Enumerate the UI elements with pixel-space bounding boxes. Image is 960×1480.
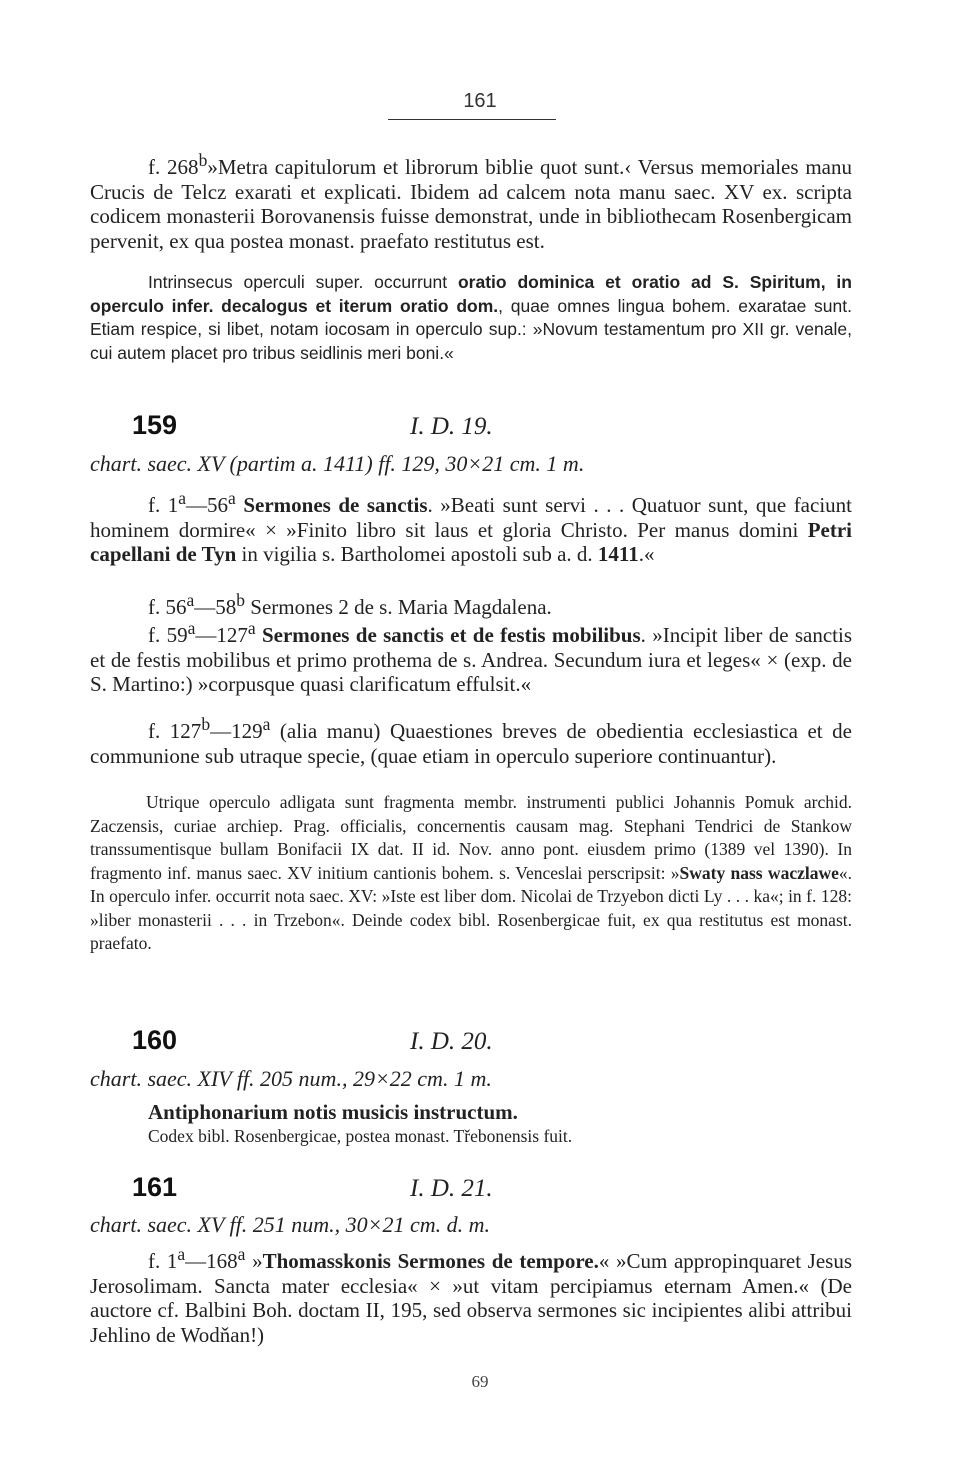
intro-paragraph: f. 268$^b$»Metra capitulorum et librorum biblie quot sunt.‹ Versus memoriales manu Crucis de Telcz exarati et explicati. Ibidem ad calcem nota manu saec. XV ex. scripta codicem monasterii Borovanensis fuisse demonstrat, unde in bibliothecam Rosenbergicam pervenit, ex qua postea monast. praefato restitutus est. — [90, 150, 853, 253]
content-item: f. 1$^a$—168$^a$ »Thomasskonis Sermones de tempore.« »Cum appropinquaret Jesus Jerosolimam. Sancta mater ecclesia« × »ut vitam percipiamus eternam Amen.« (De auctore cf. Balbini Boh. doctam II, 195, sed observa sermones sic incipientes alibi attribui Jehlino de Wodňan!) — [90, 1244, 853, 1347]
codex-description: chart. saec. XV ff. 251 num., 30×21 cm. d. m. — [90, 1212, 491, 1237]
entry-number: 160 — [132, 1025, 178, 1055]
codex-note-paragraph: Codex bibl. Rosenbergicae, postea monast. Třebonensis fuit. — [148, 1126, 573, 1146]
content-item: f. 56$^a$—58$^b$ Sermones 2 de s. Maria Magdalena. — [148, 590, 552, 619]
shelfmark: I. D. 21. — [410, 1175, 493, 1202]
entry-number: 161 — [132, 1172, 178, 1202]
shelfmark: I. D. 20. — [410, 1028, 493, 1055]
codex-description: chart. saec. XV (partim a. 1411) ff. 129, 30×21 cm. 1 m. — [90, 451, 585, 476]
header-rule — [388, 119, 556, 120]
intro-note-paragraph: Intrinsecus operculi super. occurrunt oratio dominica et oratio ad S. Spiritum, in operculo infer. decalogus et iterum oratio dom., quae omnes lingua bohem. exaratae sunt. Etiam respice, si libet, notam iocosam in operculo sup.: »Novum testamentum pro XII gr. venale, cui autem placet pro tribus seidlinis meri boni.« — [90, 272, 852, 363]
content-item: f. 59$^a$—127$^a$ Sermones de sanctis et de festis mobilibus. »Incipit liber de sanctis et de festis mobilibus et primo prothema de s. Andrea. Secundum iura et leges« × (exp. de S. Martino:) »corpusque quasi clarificatum effulsit.« — [90, 618, 853, 696]
content-item: f. 127$^b$—129$^a$ (alia manu) Quaestiones breves de obedientia ecclesiastica et de communione sub utraque specie, (quae etiam in operculo superiore continuantur). — [90, 714, 852, 768]
entry-number: 159 — [132, 410, 178, 440]
page-number: 161 — [463, 90, 497, 112]
signature-mark: 69 — [471, 1372, 489, 1391]
codex-note-paragraph: Utrique operculo adligata sunt fragmenta membr. instrumenti publici Johannis Pomuk archid. Zaczensis, curiae archiep. Prag. officialis, concernentis causam mag. Stephani Tendrici de Stankow transsumentisque bullam Bonifacii IX dat. II id. Nov. anno pont. eiusdem primo (1389 vel 1390). In fragmento inf. manus saec. XV initium cantionis bohem. s. Venceslai perscripsit: »Swaty nass waczlawe«. In operculo infer. occurrit nota saec. XV: »Iste est liber dom. Nicolai de Trzyebon dicti Ly . . . ka«; in f. 128: »liber monasterii . . . in Trzebon«. Deinde codex bibl. Rosenbergicae fuit, ex qua restitutus est monast. praefato. — [90, 792, 852, 953]
codex-description: chart. saec. XIV ff. 205 num., 29×22 cm. 1 m. — [90, 1066, 492, 1091]
shelfmark: I. D. 19. — [410, 413, 493, 440]
content-item: f. 1$^a$—56$^a$ Sermones de sanctis. »Beati sunt servi . . . Quatuor sunt, que faciunt hominem dormire« × »Finito libro sit laus et gloria Christo. Per manus domini Petri capellani de Tyn in vigilia s. Bartholomei apostoli sub a. d. 1411.« — [90, 488, 852, 566]
content-item: Antiphonarium notis musicis instructum. — [148, 1100, 518, 1124]
